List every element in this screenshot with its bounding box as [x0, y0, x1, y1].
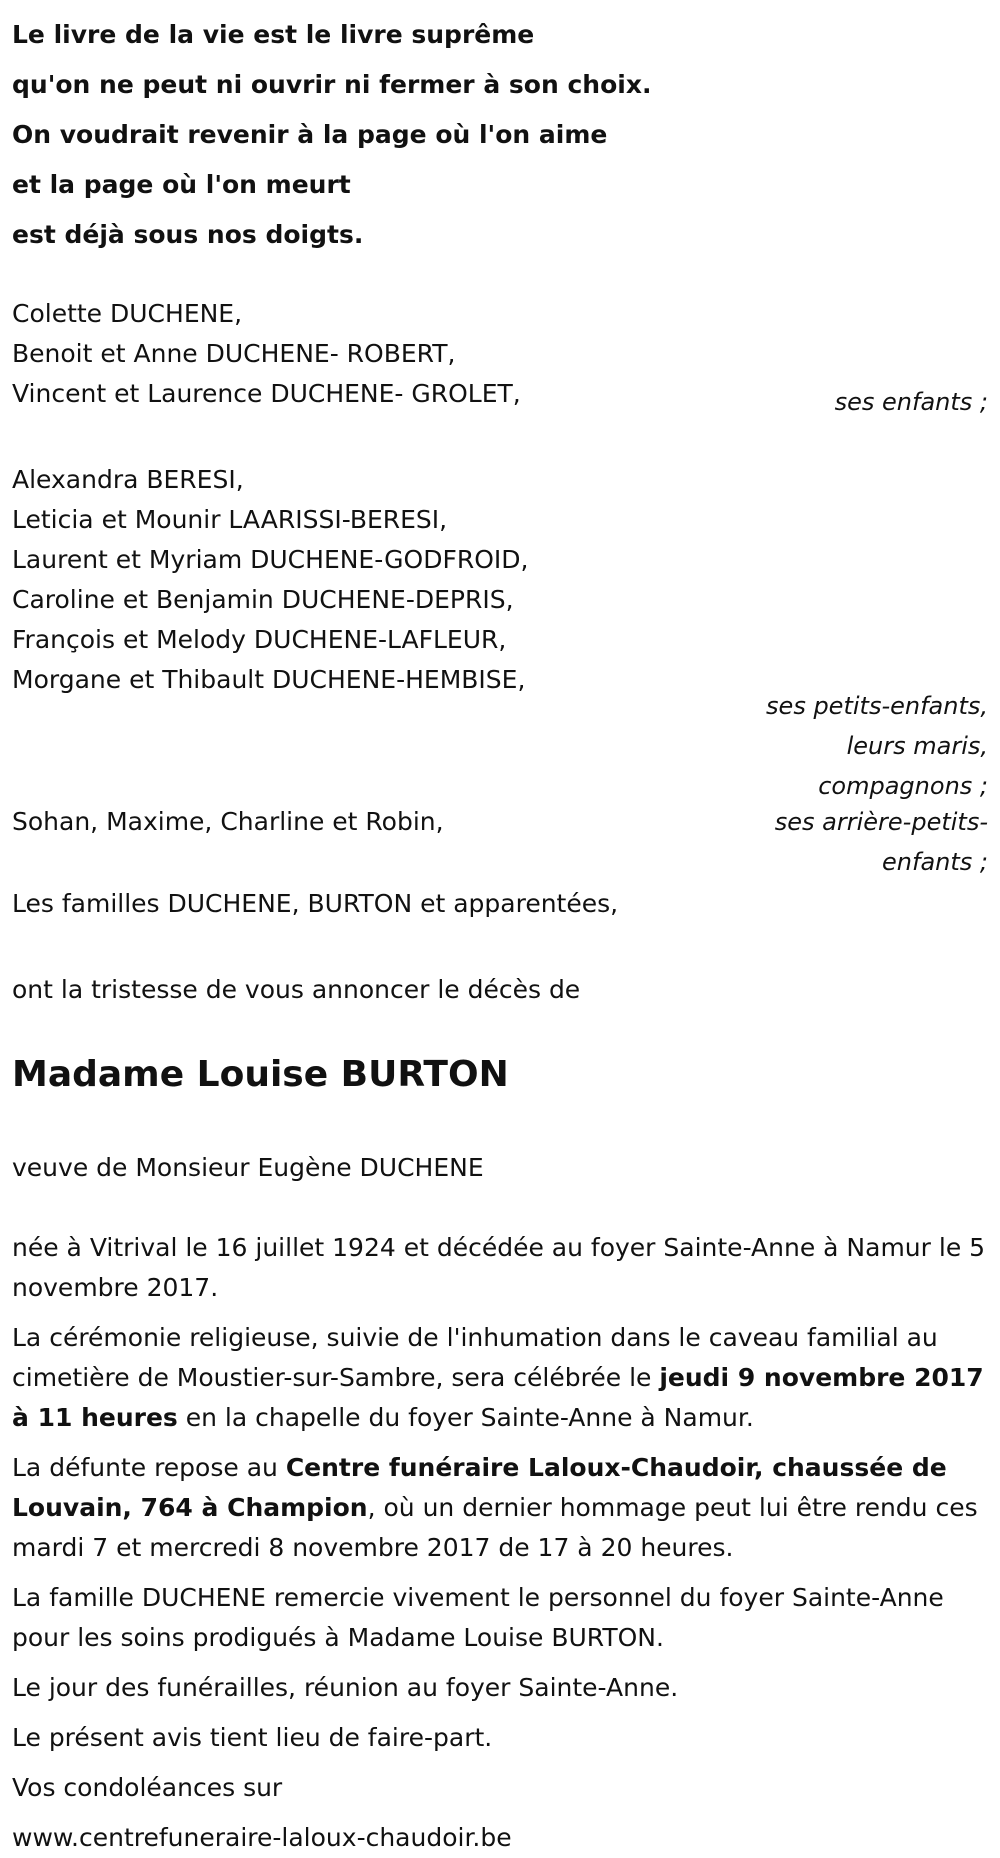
family-member: Colette DUCHENE, [12, 299, 243, 328]
poem-line: et la page où l'on meurt [12, 170, 351, 199]
relation-label: ses arrière-petits- [774, 808, 988, 836]
repose-info [12, 1448, 988, 1568]
family-member: Benoit et Anne DUCHENE- ROBERT, [12, 339, 456, 368]
poem-line: qu'on ne peut ni ouvrir ni fermer à son choix. [12, 70, 652, 99]
ceremony-date: jeudi 9 novembre 2017 à 11 heures [12, 1363, 984, 1432]
ceremony-info [12, 1318, 988, 1438]
children-group [12, 294, 988, 460]
poem-line: On voudrait revenir à la page où l'on aime [12, 120, 608, 149]
condolences-label: Vos condoléances sur [12, 1773, 283, 1802]
ceremony-place: en la chapelle du foyer Sainte-Anne à Namur. [177, 1403, 754, 1432]
grandchildren-relation [766, 686, 988, 806]
family-member: François et Melody DUCHENE-LAFLEUR, [12, 625, 507, 654]
great-grandchildren-relation [775, 802, 988, 882]
family-member: Caroline et Benjamin DUCHENE-DEPRIS, [12, 585, 514, 614]
families-line: Les familles DUCHENE, BURTON et apparentées, [12, 889, 619, 918]
announcement: ont la tristesse de vous annoncer le décès de [12, 975, 581, 1004]
poem-line: Le livre de la vie est le livre suprême [12, 20, 535, 49]
thanks-message: La famille DUCHENE remercie vivement le personnel du foyer Sainte-Anne pour les soins prodigués à Madame Louise BURTON. [12, 1583, 944, 1652]
family-member: Leticia et Mounir LAARISSI-BERESI, [12, 505, 448, 534]
great-grandchildren-group [12, 802, 988, 884]
family-member: Sohan, Maxime, Charline et Robin, [12, 807, 444, 836]
relation-label: leurs maris, [846, 732, 988, 760]
meeting-info: Le jour des funérailles, réunion au foyer Sainte-Anne. [12, 1673, 679, 1702]
ceremony-text: La cérémonie religieuse, suivie de l'inhumation dans le caveau familial au cimetière de Moustier-sur-Sambre, sera célébrée le [12, 1323, 938, 1392]
grandchildren-group [12, 460, 988, 802]
children-names [12, 294, 772, 414]
children-relation [835, 382, 988, 422]
widow-of: veuve de Monsieur Eugène DUCHENE [12, 1153, 484, 1182]
notice-line: Le présent avis tient lieu de faire-part. [12, 1723, 493, 1752]
family-member: Vincent et Laurence DUCHENE- GROLET, [12, 379, 521, 408]
poem [12, 10, 988, 260]
repose-text: La défunte repose au [12, 1453, 286, 1482]
funeral-center-address: Centre funéraire Laloux-Chaudoir, chaussée de Louvain, 764 à Champion [12, 1453, 947, 1522]
birth-death-info: née à Vitrival le 16 juillet 1924 et décédée au foyer Sainte-Anne à Namur le 5 novembre 2017. [12, 1233, 986, 1302]
relation-label: ses petits-enfants, [766, 692, 988, 720]
relation-label: ses enfants ; [834, 388, 988, 416]
grandchildren-names [12, 460, 772, 700]
relation-label: compagnons ; [818, 772, 988, 800]
relation-label: enfants ; [882, 848, 988, 876]
poem-line: est déjà sous nos doigts. [12, 220, 364, 249]
visiting-hours: , où un dernier hommage peut lui être rendu ces mardi 7 et mercredi 8 novembre 2017 de 17 à 20 heures. [12, 1493, 978, 1562]
family-member: Laurent et Myriam DUCHENE-GODFROID, [12, 545, 529, 574]
family-member: Morgane et Thibault DUCHENE-HEMBISE, [12, 665, 526, 694]
deceased-name: Madame Louise BURTON [12, 1054, 509, 1095]
website-link[interactable]: www.centrefuneraire-laloux-chaudoir.be [12, 1823, 512, 1852]
family-member: Alexandra BERESI, [12, 465, 244, 494]
great-grandchildren-names [12, 802, 772, 842]
